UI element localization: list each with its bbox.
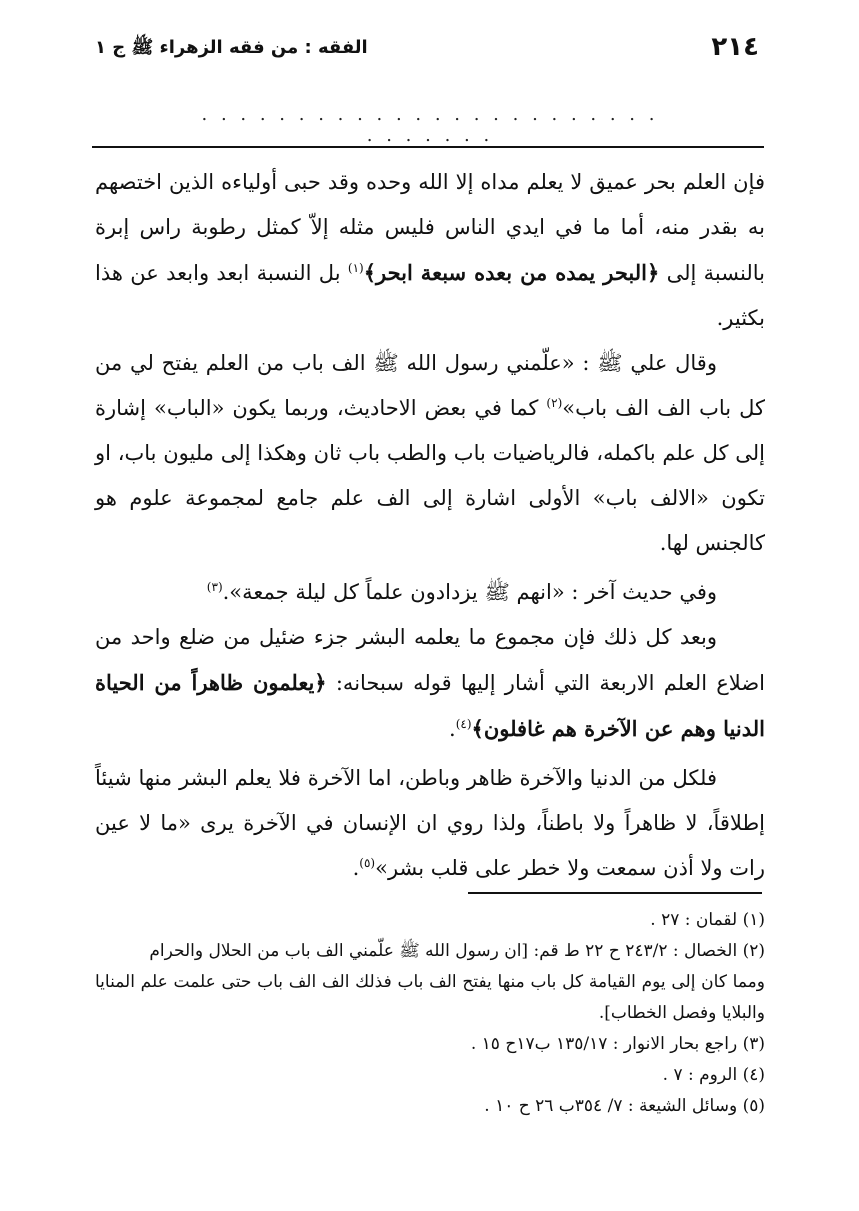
footnote-ref-3: (٣) — [206, 580, 223, 594]
header-title: الفقه : من فقه الزهراء ﷺ ج ١ — [95, 37, 368, 58]
footnote-4: (٤) الروم : ٧ . — [662, 1065, 765, 1085]
footnote-rule — [468, 892, 762, 894]
header-rule — [92, 146, 764, 148]
paragraph-text: وقال علي ﷺ : «علّمني رسول الله ﷺ الف باب من العلم يفتح لي من كل باب الف الف باب» — [95, 351, 765, 420]
footnote-ref-5: (٥) — [359, 856, 376, 870]
footnote-5: (٥) وسائل الشيعة : ٧/ ٣٥٤ب ٢٦ ح ١٠ . — [484, 1096, 765, 1116]
running-header — [95, 30, 759, 66]
main-text — [95, 160, 765, 891]
footnote-2-continued: ومما كان إلى يوم القيامة كل باب منها يفتح الف باب فذلك الف الف باب حتى علمت علم المنايا والبلايا وفصل الخطاب]. — [95, 972, 765, 1023]
paragraph-3 — [95, 570, 765, 615]
footnote-2: (٢) الخصال : ٢٤٣/٢ ح ٢٢ ط قم: [ان رسول الله ﷺ علّمني الف باب من الحلال والحرام — [149, 941, 765, 961]
paragraph-text: فلكل من الدنيا والآخرة ظاهر وباطن، اما الآخرة فلا يعلم البشر منها شيئاً إطلاقاً، لا ظاهراً ولا باطناً، ولذا روي ان الإنسان في الآخرة يرى «ما لا عين رات ولا أذن سمعت ولا خطر على قلب بشر» — [95, 766, 765, 880]
paragraph-text: كما في بعض الاحاديث، وربما يكون «الباب» إشارة إلى كل علم باكمله، فالرياضيات باب والطب باب ثان وهكذا إلى مليون باب، او تكون «الالف باب» الأولى اشارة إلى الف علم جامع لمجموعة علوم هو كالجنس لها. — [95, 396, 765, 555]
footnotes — [95, 905, 765, 1122]
quran-verse: ﴿البحر يمده من بعده سبعة ابحر﴾ — [363, 260, 660, 285]
footnote-ref-4: (٤) — [455, 717, 472, 731]
dotted-separator: . . . . . . . . . . . . . . . . . . . . . . . . . . . . . . . — [201, 104, 659, 146]
paragraph-1 — [95, 160, 765, 341]
paragraph-text: . — [449, 717, 456, 741]
paragraph-text: فإن العلم بحر عميق لا يعلم مداه إلا الله وحده وقد حبى أولياءه الذين اختصهم به بقدر منه، أما ما في ايدي الناس فليس مثله إلاّ كمثل رطوبة راس إبرة بالنسبة إلى — [95, 170, 765, 285]
page-number: ٢١٤ — [711, 32, 759, 62]
paragraph-2 — [95, 341, 765, 566]
footnote-ref-2: (٢) — [546, 396, 563, 410]
paragraph-text: وفي حديث آخر : «انهم ﷺ يزدادون علماً كل ليلة جمعة». — [222, 580, 717, 604]
paragraph-text: . — [352, 856, 360, 880]
quran-verse: ﴿يعلمون ظاهراً من الحياة الدنيا وهم عن الآخرة هم غافلون﴾ — [95, 670, 765, 741]
paragraph-text: وبعد كل ذلك فإن مجموع ما يعلمه البشر جزء ضئيل من ضلع واحد من اضلاع العلم الاربعة التي أشار إليها قوله سبحانه: — [95, 625, 765, 695]
paragraph-4 — [95, 615, 765, 752]
paragraph-5 — [95, 756, 765, 891]
footnote-3: (٣) راجع بحار الانوار : ١٣٥/١٧ ب١٧ح ١٥ . — [470, 1034, 765, 1054]
footnote-1: (١) لقمان : ٢٧ . — [650, 910, 765, 930]
footnote-ref-1: (١) — [347, 261, 364, 275]
paragraph-text: بل النسبة ابعد وابعد عن هذا بكثير. — [95, 261, 765, 330]
